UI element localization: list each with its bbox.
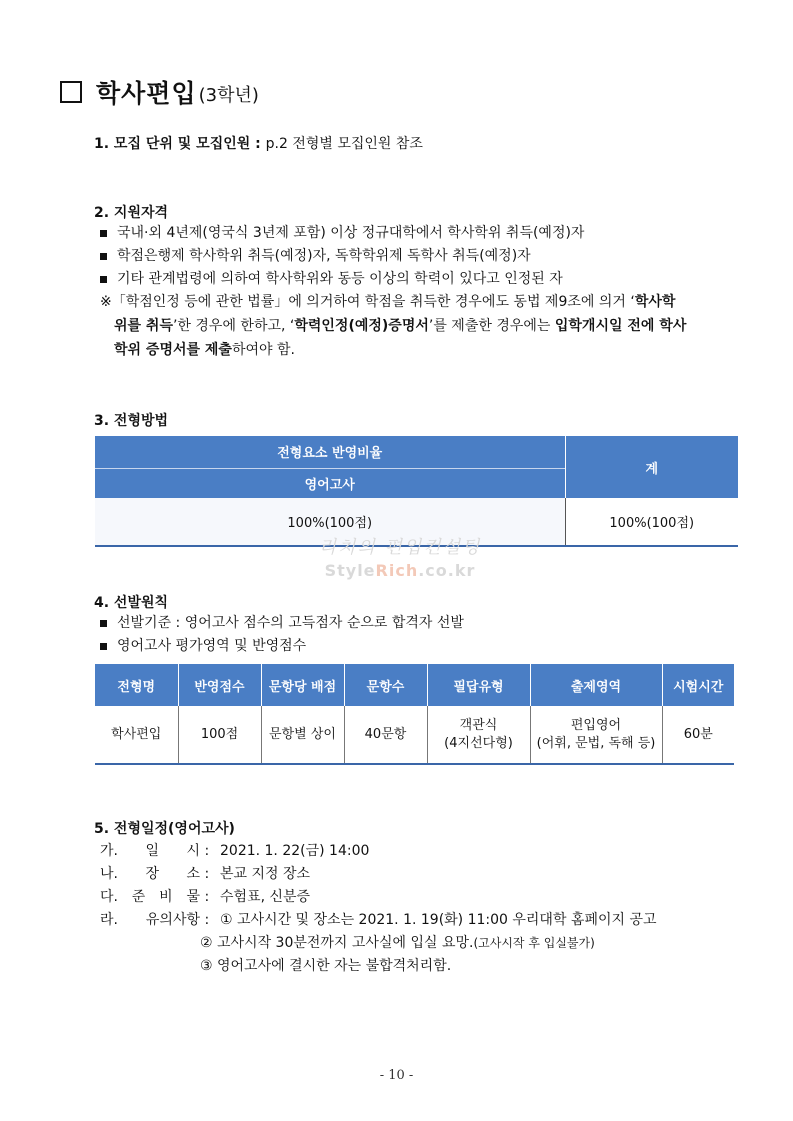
table-header: 반영점수 [178, 664, 261, 706]
table-header: 문항당 배점 [261, 664, 344, 706]
table-cell: 객관식 (4지선다형) [427, 706, 530, 764]
list-item: 영어고사 평가영역 및 반영점수 [100, 635, 464, 658]
table-header: 필답유형 [427, 664, 530, 706]
table-header: 전형명 [95, 664, 178, 706]
list-item: ③ 영어고사에 결시한 자는 불합격처리함. [200, 958, 452, 974]
section4-bullets [100, 612, 464, 658]
section1-heading [94, 133, 423, 153]
table-header: 영어고사 [95, 468, 565, 498]
schedule-row: 가. 일 시 : 2021. 1. 22(금) 14:00 [100, 843, 370, 859]
bullet-square-icon [100, 643, 107, 650]
checkbox-square-icon [60, 81, 82, 103]
list-item: 선발기준 : 영어고사 점수의 고득점자 순으로 합격자 선발 [100, 612, 464, 635]
page-number: - 10 - [379, 1068, 414, 1083]
watermark: 리치의 편입컨설팅 StyleRich.co.kr [318, 537, 482, 580]
bullet-square-icon [100, 230, 107, 237]
table-cell: 40문항 [344, 706, 427, 764]
schedule-list [100, 840, 657, 932]
section2-note: ※「학점인정 등에 관한 법률」에 의거하여 학점을 취득한 경우에도 동법 제9조에 의거 ‘학사학 위를 취득’한 경우에 한하고, ‘학력인정(예정)증명서’를 제출한 경우에는 입학개시일 전에 학사 학위 증명서를 제출하여야 함. [100, 294, 687, 358]
bullet-square-icon [100, 620, 107, 627]
table-cell: 문항별 상이 [261, 706, 344, 764]
schedule-row: 다. 준 비 물 : 수험표, 신분증 [100, 889, 311, 905]
list-item: 학점은행제 학사학위 취득(예정)자, 독학학위제 독학사 취득(예정)자 [100, 245, 584, 268]
list-item: ② 고사시작 30분전까지 고사실에 입실 요망.(고사시작 후 입실불가) [200, 935, 595, 951]
section2-heading: 2. 지원자격 [94, 205, 169, 221]
table-header: 시험시간 [662, 664, 734, 706]
exam-info-table [95, 664, 734, 765]
section3-heading: 3. 전형방법 [94, 413, 169, 429]
table-header-row [95, 664, 734, 706]
section4-heading: 4. 선발원칙 [94, 595, 169, 611]
table-cell: 100점 [178, 706, 261, 764]
table-cell: 100%(100점) [95, 498, 565, 546]
table-header: 문항수 [344, 664, 427, 706]
list-item: 기타 관계법령에 의하여 학사학위와 동등 이상의 학력이 있다고 인정된 자 [100, 268, 584, 291]
table-cell: 편입영어 (어휘, 문법, 독해 등) [530, 706, 662, 764]
section5-heading: 5. 전형일정(영어고사) [94, 821, 235, 837]
section2-bullets [100, 222, 584, 291]
bullet-square-icon [100, 276, 107, 283]
schedule-row: 나. 장 소 : 본교 지정 장소 [100, 866, 311, 882]
schedule-row: 라. 유의사항 : ① 고사시간 및 장소는 2021. 1. 19(화) 11:00 우리대학 홈페이지 공고 [100, 912, 657, 928]
page-title [60, 74, 259, 110]
table-header: 계 [565, 436, 738, 498]
table-cell: 60분 [662, 706, 734, 764]
table-cell: 학사편입 [95, 706, 178, 764]
table-row [95, 706, 734, 764]
selection-method-table [95, 436, 738, 547]
section1-label: 1. 모집 단위 및 모집인원 : [94, 136, 261, 152]
list-item: 국내·외 4년제(영국식 3년제 포함) 이상 정규대학에서 학사학위 취득(예정)자 [100, 222, 584, 245]
title-sub: (3학년) [198, 85, 259, 106]
table-header: 전형요소 반영비율 [95, 436, 565, 468]
bullet-square-icon [100, 253, 107, 260]
schedule-notes [200, 932, 595, 978]
section1-text: p.2 전형별 모집인원 참조 [265, 136, 423, 152]
title-main: 학사편입 [96, 79, 197, 108]
table-header: 출제영역 [530, 664, 662, 706]
table-cell: 100%(100점) [565, 498, 738, 546]
